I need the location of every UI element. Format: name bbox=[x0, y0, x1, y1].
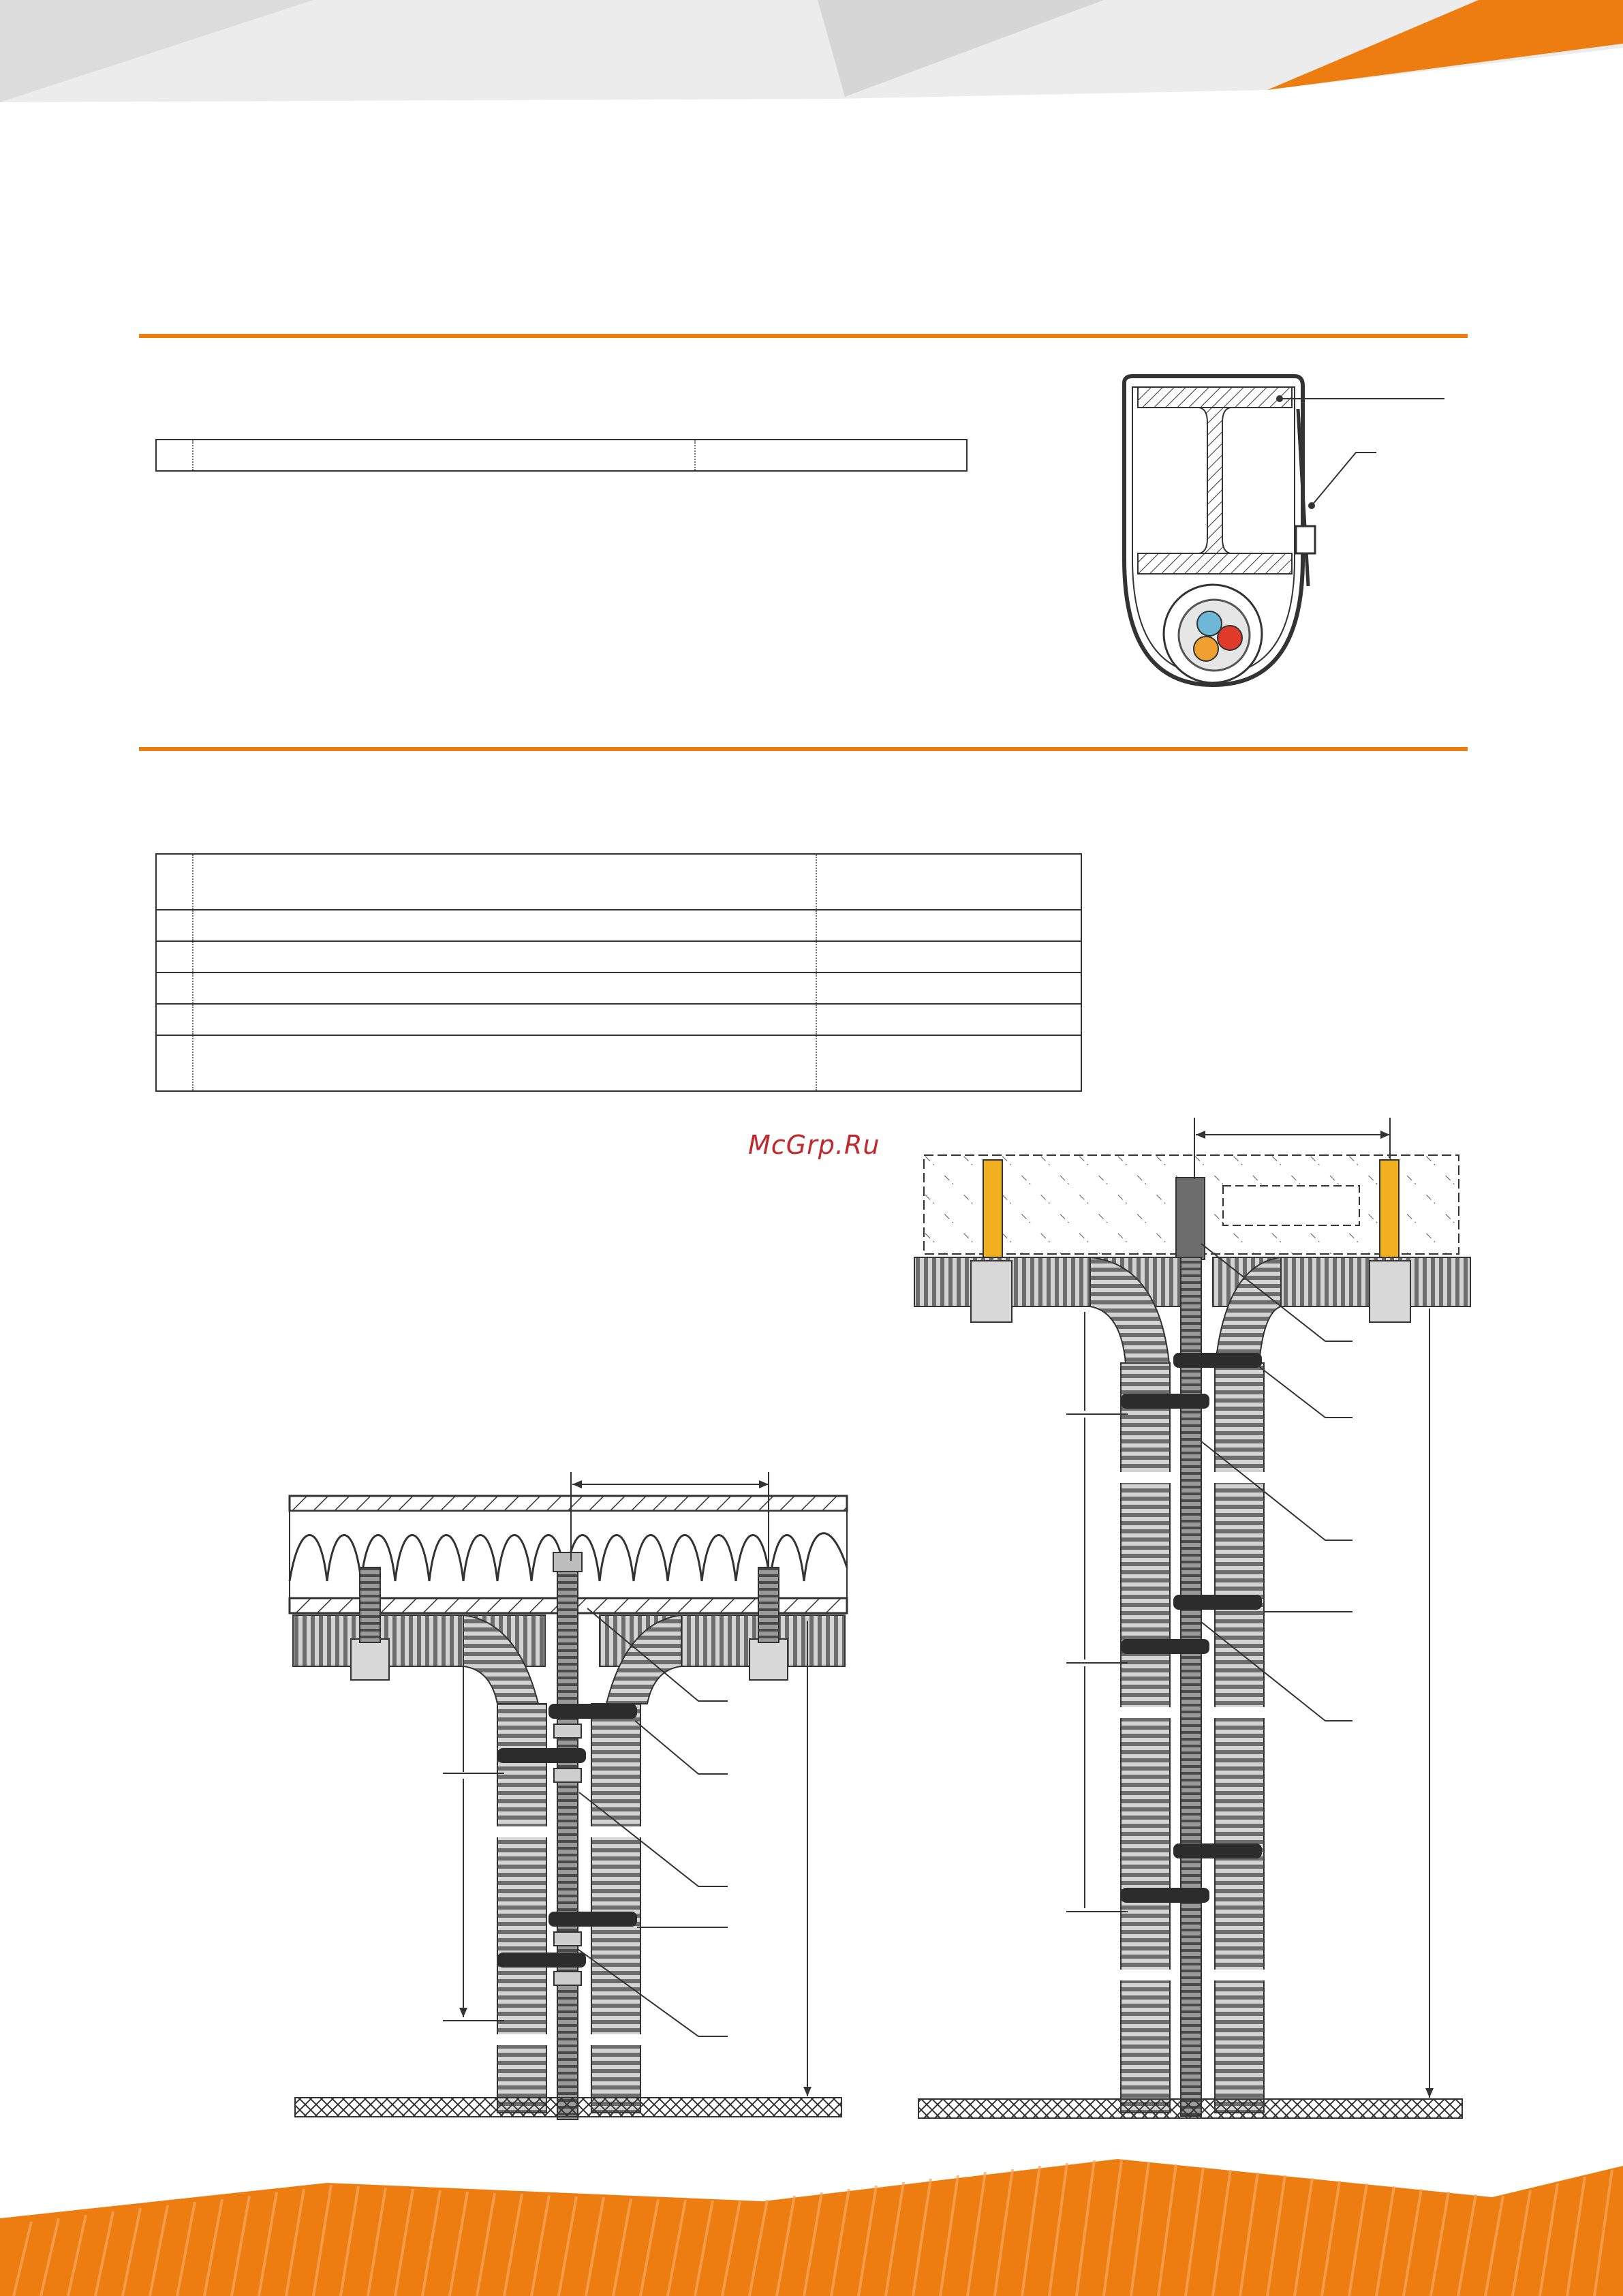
watermark: McGrp.Ru bbox=[748, 1130, 880, 1160]
conductor-orange bbox=[1194, 637, 1218, 661]
conductor-blue bbox=[1197, 611, 1222, 636]
beam-web bbox=[1199, 408, 1231, 553]
footer-hatch bbox=[14, 2160, 1612, 2296]
table-row bbox=[156, 440, 967, 471]
table-row bbox=[156, 910, 1081, 941]
header-band-mid bbox=[0, 0, 313, 102]
header-band-light bbox=[0, 0, 1623, 102]
spec-table-2 bbox=[155, 853, 1082, 1092]
table-row bbox=[156, 941, 1081, 973]
table-row bbox=[156, 973, 1081, 1004]
conductor-red bbox=[1218, 626, 1242, 650]
header-accent bbox=[1267, 0, 1623, 90]
cable-tag bbox=[1296, 526, 1315, 553]
cable-sheath-inner bbox=[1132, 387, 1295, 675]
section-rule-2 bbox=[139, 747, 1468, 751]
beam-top-flange bbox=[1138, 387, 1292, 408]
header-band-dark bbox=[818, 0, 1104, 97]
conductor-jacket-outer bbox=[1164, 585, 1262, 683]
table-row bbox=[156, 1004, 1081, 1035]
footer-band-orange bbox=[0, 2159, 1623, 2296]
conductor-jacket bbox=[1179, 600, 1250, 671]
cable-strap bbox=[1298, 409, 1308, 586]
spec-table-1 bbox=[155, 439, 968, 472]
section-rule-1 bbox=[139, 334, 1468, 338]
mounting-suspended-ceiling bbox=[290, 1472, 847, 2119]
leader-line-2 bbox=[1312, 453, 1376, 506]
cable-cross-section bbox=[1124, 376, 1444, 685]
beam-bottom-flange bbox=[1138, 553, 1292, 574]
table-row bbox=[156, 1035, 1081, 1091]
table-row bbox=[156, 854, 1081, 910]
mounting-concrete-ceiling bbox=[914, 1118, 1470, 2118]
cable-sheath bbox=[1124, 376, 1303, 685]
